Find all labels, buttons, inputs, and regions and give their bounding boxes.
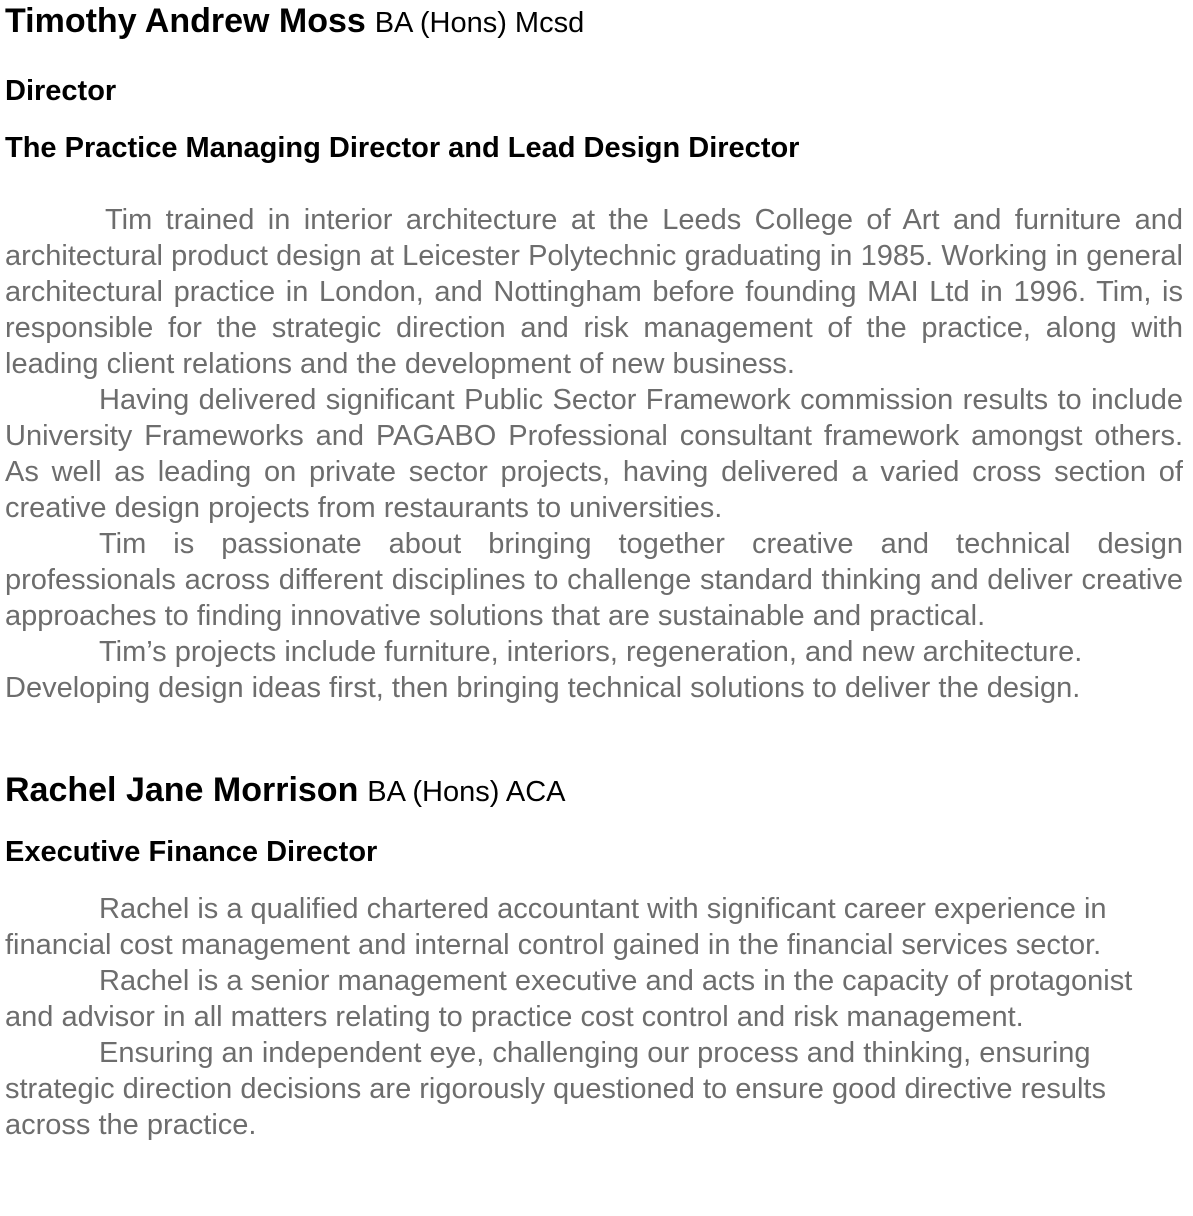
bio-text: Having delivered significant Public Sector Framework commission results to include University Frameworks and PAGABO Professional consultant framework amongst others. As well as leading on private sector projects, having delivered a varied cross section of creative design projects from restaurants to universities. — [5, 384, 1183, 524]
profile-rachel-morrison — [5, 769, 1183, 1143]
bio-paragraph — [5, 382, 1183, 526]
profile-name-line — [5, 0, 1183, 44]
profile-qualifications: BA (Hons) ACA — [367, 776, 566, 808]
bio-text: Rachel is a senior management executive and acts in the capacity of protagonist and advisor in all matters relating to practice cost control and risk management. — [5, 965, 1133, 1033]
profile-name: Timothy Andrew Moss — [5, 2, 366, 40]
profile-timothy-moss — [5, 0, 1183, 706]
bio-text: Tim’s projects include furniture, interiors, regeneration, and new architecture. Developing design ideas first, then bringing technical solutions to deliver the design. — [5, 636, 1083, 704]
bio-text: Tim trained in interior architecture at the Leeds College of Art and furniture and architectural product design at Leicester Polytechnic graduating in 1985. Working in general architectural practice in London, and Nottingham before founding MAI Ltd in 1996. Tim, is responsible for the strategic direction and risk management of the practice, along with leading client relations and the development of new business. — [5, 204, 1183, 380]
bio-paragraph — [5, 1035, 1183, 1143]
bio-paragraph — [5, 202, 1183, 382]
profile-name: Rachel Jane Morrison — [5, 771, 359, 809]
bio-paragraph — [5, 891, 1183, 963]
bio-paragraph — [5, 963, 1183, 1035]
bio-text: Rachel is a qualified chartered accountant with significant career experience in financial cost management and internal control gained in the financial services sector. — [5, 893, 1107, 961]
profile-qualifications: BA (Hons) Mcsd — [374, 7, 585, 39]
profile-subrole: The Practice Managing Director and Lead Design Director — [5, 132, 800, 164]
profile-name-line — [5, 769, 1183, 813]
bio-paragraph — [5, 634, 1183, 706]
bio-paragraph — [5, 526, 1183, 634]
profile-role: Director — [5, 75, 117, 107]
profile-role: Executive Finance Director — [5, 836, 378, 868]
bio-text: Tim is passionate about bringing together creative and technical design professionals across different disciplines to challenge standard thinking and deliver creative approaches to finding innovative solutions that are sustainable and practical. — [5, 528, 1183, 632]
bio-text: Ensuring an independent eye, challenging our process and thinking, ensuring strategic direction decisions are rigorously questioned to ensure good directive results across the practice. — [5, 1037, 1106, 1141]
